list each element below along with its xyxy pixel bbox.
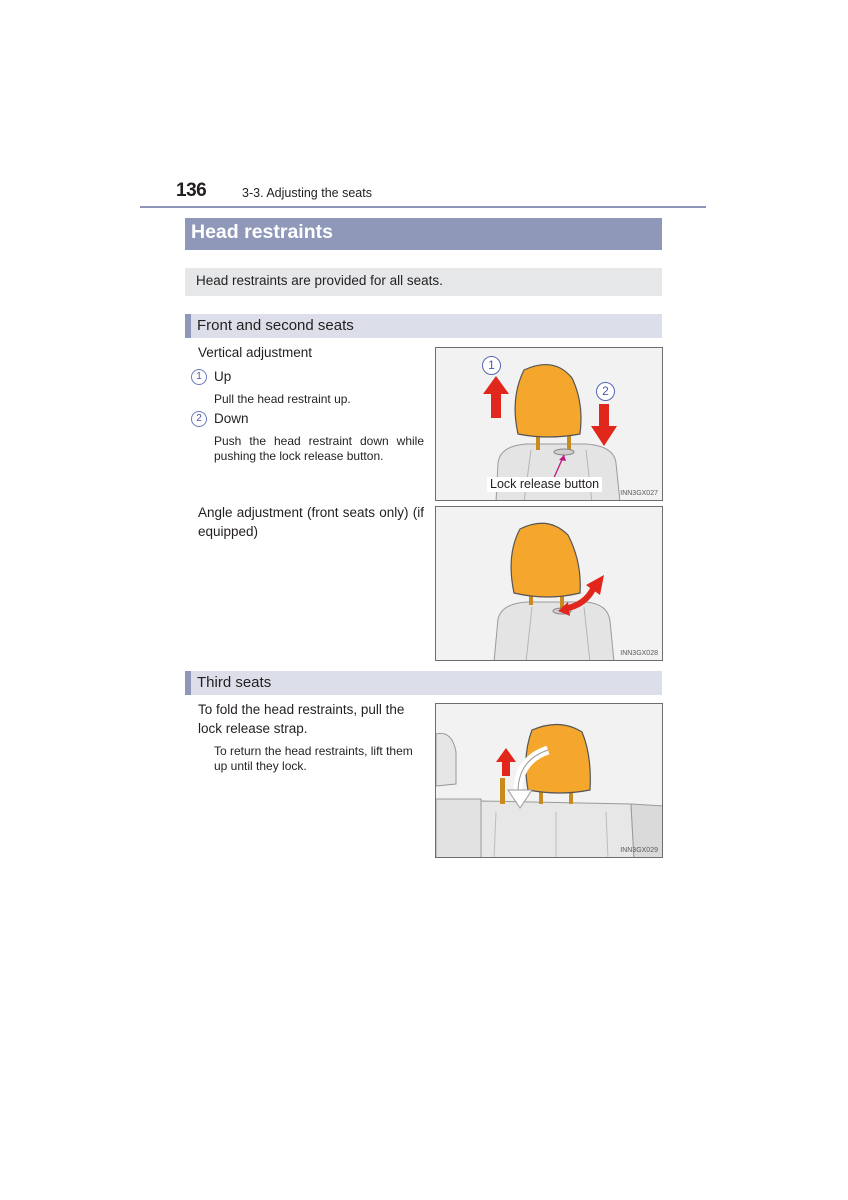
step-2-label: Down [214,411,249,426]
angle-adjustment-text: Angle adjustment (front seats only) (if equipped) [198,505,424,539]
page-title: Head restraints [191,221,333,243]
angle-adjustment-illustration [436,507,663,661]
fold-instruction-text: To fold the head restraints, pull the lock release strap. [198,702,405,736]
page-number: 136 [176,180,207,201]
figure-callout-1: 1 [482,356,501,375]
intro-text: Head restraints are provided for all seats. [196,273,443,288]
section-label: 3-3. Adjusting the seats [242,186,372,200]
figure-vertical-adjustment [435,347,663,501]
vertical-adjustment-label: Vertical adjustment [198,345,313,360]
subheading-front-second [185,314,662,338]
step-1-description: Pull the head restraint up. [214,392,351,406]
step-1-number: 1 [191,369,207,385]
figure-code: INN3GX027 [620,490,658,497]
step-2-description: Push the head restraint down while pushing the lock release button. [214,434,424,463]
figure-angle-adjustment [435,506,663,661]
third-seats-illustration [436,704,663,858]
subheading-front-second-label: Front and second seats [197,317,354,334]
figure-callout-2: 2 [596,382,615,401]
page-title-banner [185,218,662,250]
step-1-label: Up [214,369,232,384]
intro-box [185,268,662,296]
figure-third-seats [435,703,663,858]
lock-release-button-label: Lock release button [487,477,602,492]
subheading-third-seats-label: Third seats [197,674,272,691]
subheading-third-seats [185,671,662,695]
figure-code: INN3GX029 [620,847,658,854]
return-instruction-text: To return the head restraints, lift them up until they lock. [214,744,413,773]
figure-code: INN3GX028 [620,650,658,657]
header-divider [140,206,706,208]
step-2-number: 2 [191,411,207,427]
